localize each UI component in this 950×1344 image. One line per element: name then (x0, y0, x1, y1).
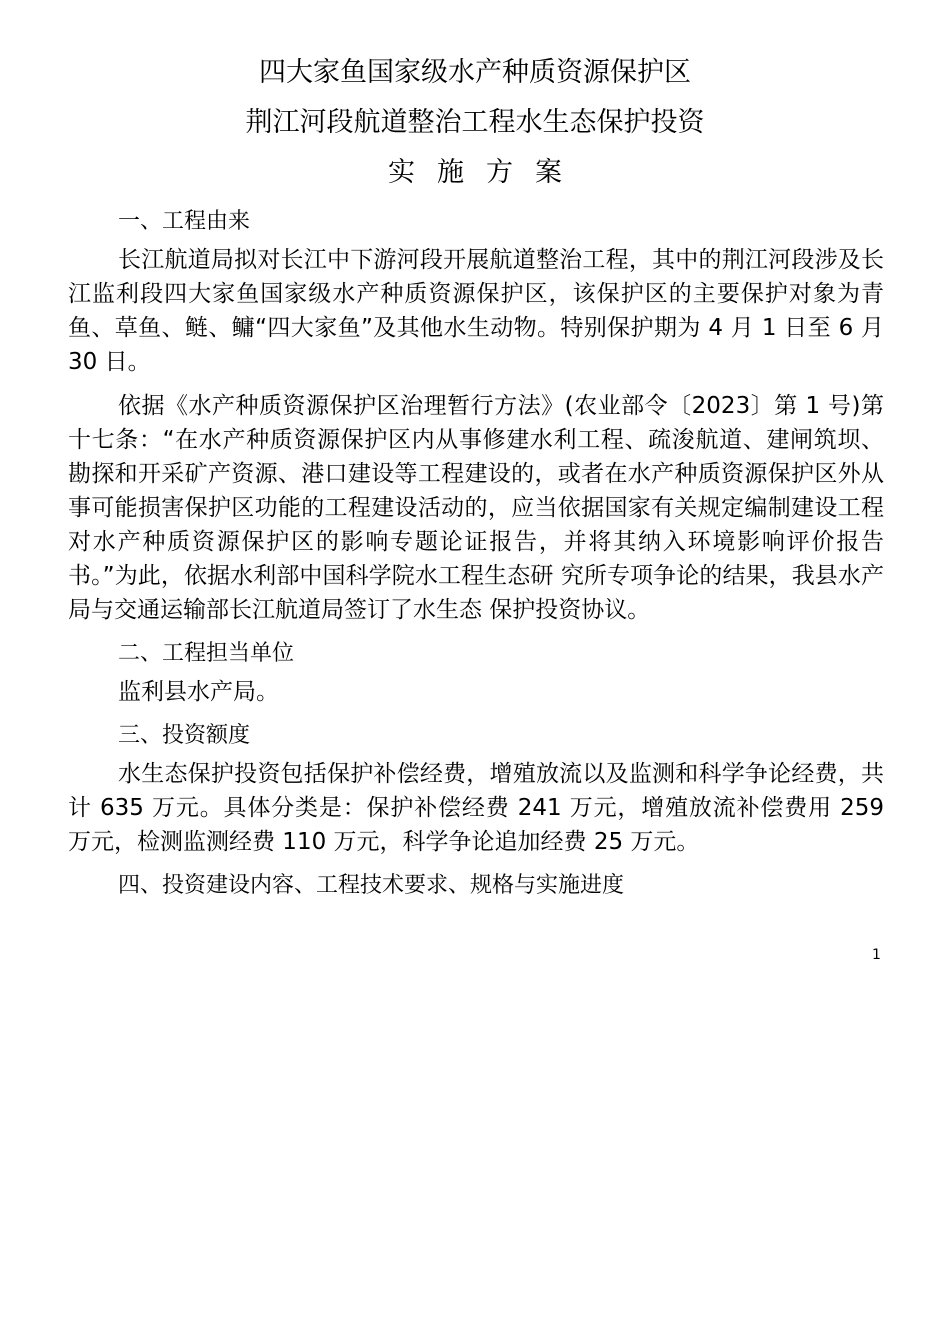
document-title-line-3: 实施方案 (388, 157, 584, 188)
paragraph-investment-amount: 水生态保护投资包括保护补偿经费，增殖放流以及监测和科学争论经费，共计 635 万元。具体分类是：保护补偿经费 241 万元，增殖放流补偿费用 259 万元，检测监测经费 110 万元，科学争论追加经费 25 万元。 (68, 761, 884, 855)
document-body (68, 205, 884, 907)
document-title-line-1: 四大家鱼国家级水产种质资源保护区 (259, 57, 691, 88)
section-heading-origin: 一、工程由来 (118, 209, 251, 234)
page-number: 1 (872, 947, 881, 963)
section-heading-investment-amount: 三、投资额度 (118, 723, 251, 748)
paragraph-responsible-unit: 监利县水产局。 (118, 679, 279, 705)
paragraph-origin-background: 长江航道局拟对长江中下游河段开展航道整治工程，其中的荆江河段涉及长江监利段四大家鱼国家级水产种质资源保护区，该保护区的主要保护对象为青鱼、草鱼、鲢、鳙“四大家鱼”及其他水生动物。特别保护期为 4 月 1 日至 6 月 30 日。 (68, 247, 884, 375)
section-heading-responsible-unit: 二、工程担当单位 (118, 641, 295, 666)
paragraph-origin-legal-basis: 依据《水产种质资源保护区治理暂行方法》(农业部令〔2023〕第 1 号)第十七条：“在水产种质资源保护区内从事修建水利工程、疏浚航道、建闸筑坝、勘探和开采矿产资源、港口建设等工程建设的，或者在水产种质资源保护区外从事可能损害保护区功能的工程建设活动的，应当依据国家有关规定编制建设工程对水产种质资源保护区的影响专题论证报告，并将其纳入环境影响评价报告书。”为此，依据水利部中国科学院水工程生态研 究所专项争论的结果，我县水产局与交通运输部长江航道局签订了水生态 保护投资协议。 (68, 393, 884, 623)
document-title-line-2: 荆江河段航道整治工程水生态保护投资 (245, 107, 705, 138)
section-heading-construction-content: 四、投资建设内容、工程技术要求、规格与实施进度 (118, 873, 625, 898)
